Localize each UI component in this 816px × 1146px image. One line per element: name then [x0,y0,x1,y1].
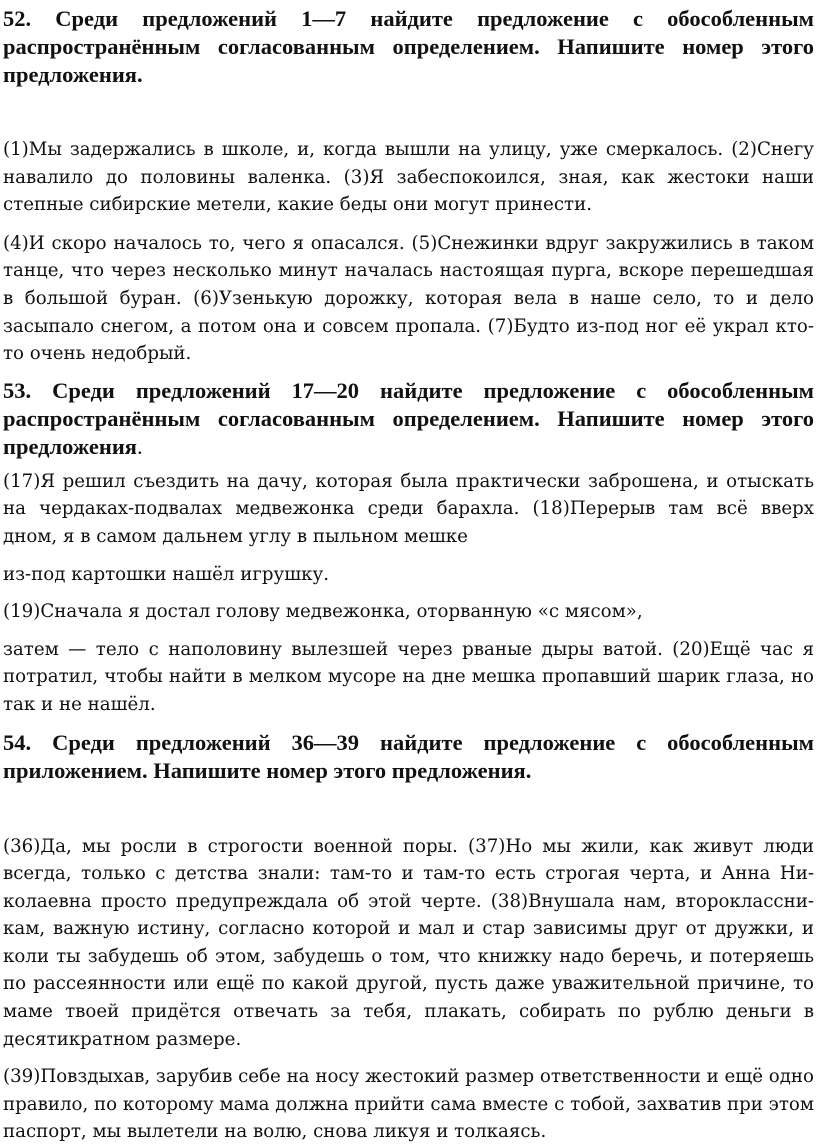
text-53-paragraph-2: из-под картошки нашёл игрушку. [3,563,330,585]
task-53-question [3,377,814,461]
text-52-paragraph-2: (4)И скоро началось то, чего я опасался. (5)Снежинки вдруг закружились в таком танце, что через несколько минут началась настоящая пурга, вскоре перешедшая в большой буран. (6)Узенькую дорожку, которая вела в наше село, то и дело засыпало снегом, а потом она и совсем пропала. (7)Будто из-под ног её украл кто-то очень недобрый. [3,232,814,365]
text-53-paragraph-4: затем — тело с наполовину вылезшей через рваные дыры ватой. (20)Ещё час я потратил, чтобы найти в мелком мусоре на дне мешка пропавший шарик глаза, но так и не нашёл. [3,638,814,715]
task-53-text: 53. Среди предложений 17—20 найдите предложение с обособленным распространённым согласованным определением. Напишите номер этого предложения [3,377,814,459]
text-54-paragraph-1: (36)Да, мы росли в строгости военной поры. (37)Но мы жили, как живут люди всегда, только с детства знали: там-то и там-то есть строгая черта, и Анна Николаевна просто предупреждала об этой черте. (38)Внушала нам, второклассникам, важную истину, согласно которой и мал и стар зависимы друг от дружки, и коли ты забудешь об этом, забудешь о том, что книжку надо беречь, и потеряешь по рассеянности или ещё по какой другой, пусть даже уважительной причине, то маме твоей придётся отвечать за тебя, плакать, собирать по рублю деньги в десятикратном размере. [3,835,814,1050]
task-52-question: 52. Среди предложений 1—7 найдите предложение с обособленным распространённым согласованным определением. Напишите номер этого предложения. [3,6,814,87]
task-54-question: 54. Среди предложений 36—39 найдите предложение с обособленным приложением. Напишите номер этого предложения. [3,729,814,783]
text-52-paragraph-1: (1)Мы задержались в школе, и, когда вышли на улицу, уже смеркалось. (2)Снегу навалило до половины валенка. (3)Я забеспокоился, зная, как жестоки наши степные сибирские метели, какие беды они могут принести. [3,139,814,216]
task-53-period: . [136,433,143,459]
text-54-paragraph-2: (39)Повздыхав, зарубив себе на носу жестокий размер ответственности и ещё одно правило, по которому мама должна прийти сама вместе с тобой, захватив при этом паспорт, мы вылетели на волю, снова ликуя и толкаясь. [3,1066,814,1143]
text-53-paragraph-1: (17)Я решил съездить на дачу, которая была практически заброшена, и отыскать на чердаках-подвалах медвежонка среди барахла. (18)Перерыв там всё вверх дном, я в самом дальнем углу в пыльном мешке [3,470,814,547]
text-53-paragraph-3: (19)Сначала я достал голову медвежонка, оторванную «с мясом», [3,601,643,623]
